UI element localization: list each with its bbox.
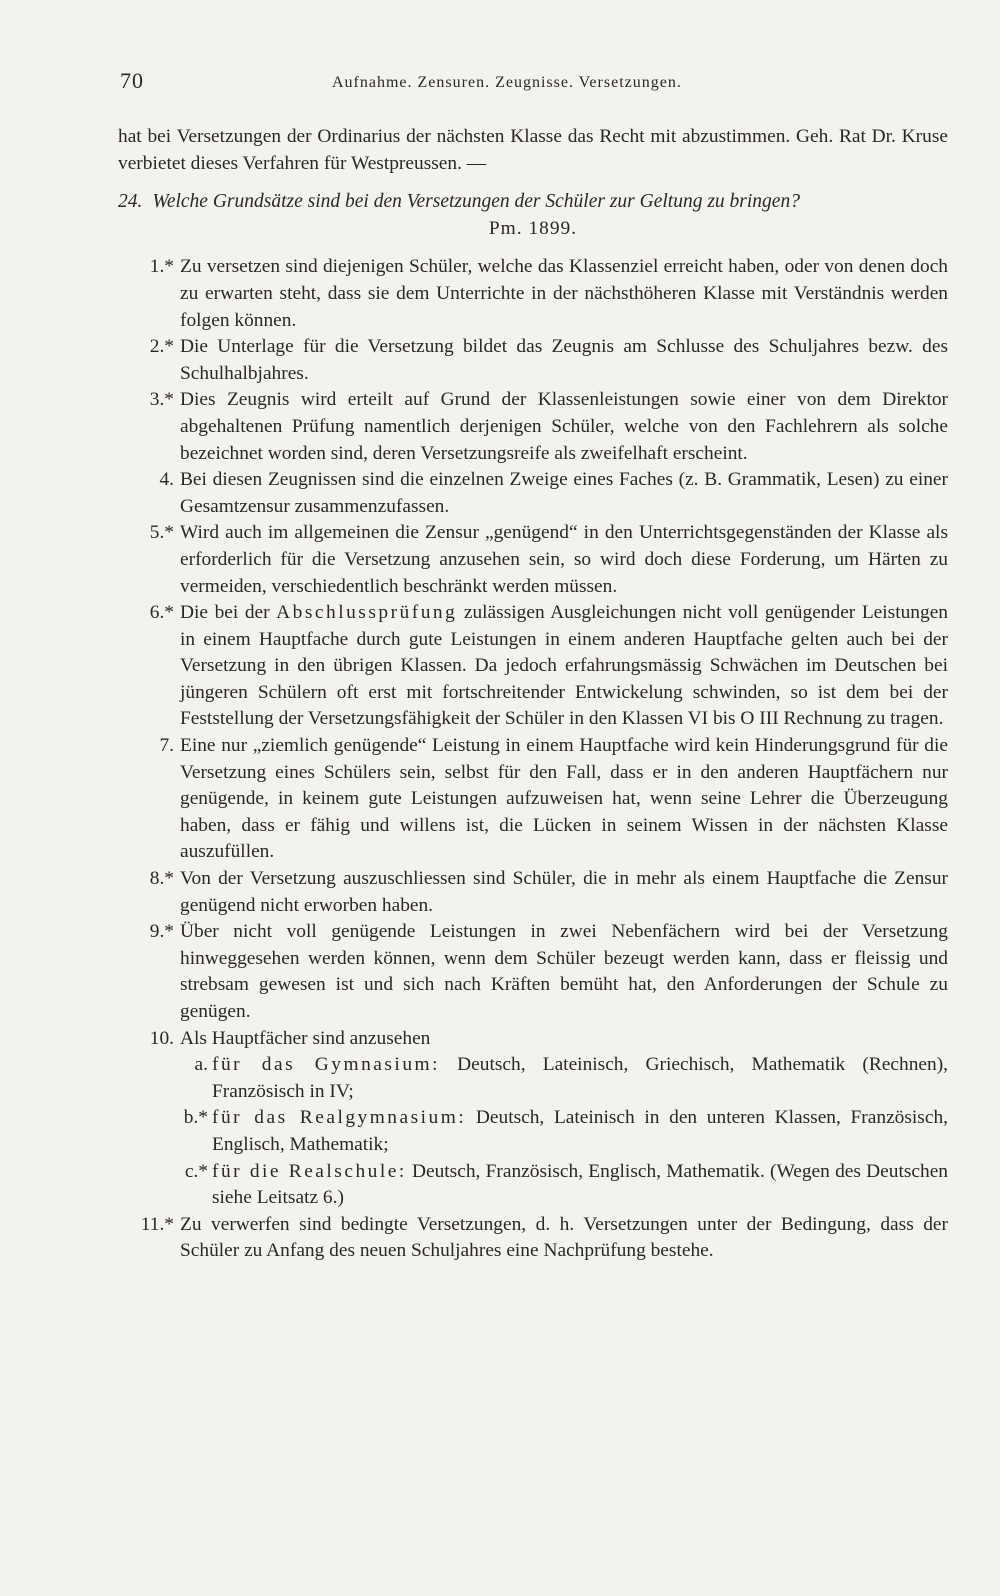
item-number: 6.* [149,602,174,624]
item-number: 9.* [149,921,174,943]
item-number: 2.* [149,336,174,358]
item-number: 4. [159,469,174,491]
list-item-main-subjects [118,1026,948,1212]
school-type: für die Realschule: [212,1160,407,1182]
running-head: Aufnahme. Zensuren. Zeugnisse. Versetzungen. [332,74,682,91]
sub-item-letter: b.* [183,1107,208,1129]
sub-item [180,1105,948,1158]
list-item [118,733,948,866]
item-number: 7. [159,735,174,757]
page-number: 70 [120,68,144,93]
item-number: 10. [149,1027,174,1049]
document-page [118,60,948,1265]
item-text: Zu versetzen sind diejenigen Schüler, welche das Klassenziel erreicht haben, oder von denen doch zu erwarten steht, dass sie dem Unterrichte in der nächsthöheren Klasse mit Verständnis werden folgen können. [180,256,948,331]
sub-item-letter: a. [194,1054,208,1076]
list-item [118,919,948,1025]
item-number: 5.* [149,522,174,544]
list-item [118,600,948,733]
sublist [180,1052,948,1212]
sub-item-text: Deutsch, Lateinisch in den unteren Klassen, Französisch, Englisch, Mathematik; [212,1107,948,1155]
page-body [118,124,948,1265]
sub-item-text: Deutsch, Französisch, Englisch, Mathematik. (Wegen des Deutschen siehe Leitsatz 6.) [212,1160,949,1209]
list-item [118,1212,948,1265]
question-title: Welche Grundsätze sind bei den Versetzungen der Schüler zur Geltung zu bringen? [152,191,800,213]
item-number: 3.* [149,389,174,411]
sub-item-text: Deutsch, Lateinisch, Griechisch, Mathematik (Rechnen), Französisch in IV; [212,1054,949,1102]
item-text: Die Unterlage für die Versetzung bildet das Zeugnis am Schlusse des Schuljahres bezw. des Schulhalbjahres. [180,336,948,384]
item-number: 8.* [149,868,174,890]
guideline-list [118,254,948,1265]
item-text: Zu verwerfen sind bedingte Versetzungen, d. h. Versetzungen unter der Bedingung, dass der Schüler zu Anfang des neuen Schuljahres eine Nachprüfung bestehe. [180,1213,948,1262]
item-number: 1.* [149,256,174,278]
intro-paragraph: hat bei Versetzungen der Ordinarius der nächsten Klasse das Recht mit abzustimmen. Geh. Rat Dr. Kruse verbietet dieses Verfahren für Westpreussen. — [118,126,948,174]
item-text: zulässigen Ausgleichungen nicht voll genügender Leistungen in einem Hauptfache durch gute Leistungen in einem anderen Hauptfache gelten auch bei der Versetzung in den übrigen Klassen. Da jedoch erfahrungsmässig Schwächen im Deutschen bei jüngeren Schülern oft erst mit fortschreitender Entwickelung schwinden, so ist dem bei der Feststellung der Versetzungsfähigkeit der Schüler in den Klassen VI bis O III Rechnung zu tragen. [180,602,948,730]
school-type: für das Gymnasium: [212,1054,440,1076]
list-item [118,520,948,600]
list-item [118,387,948,467]
item-text: Eine nur „ziemlich genügende“ Leistung in einem Hauptfache wird kein Hinderungsgrund für die Versetzung eines Schülers sein, selbst für den Fall, dass er in den anderen Hauptfächern nur genügende, in keinem gute Leistungen aufzuweisen hat, wenn seine Lehrer die Überzeugung haben, dass er fähig und willens ist, die Lücken in seinem Wissen in der nächsten Klasse auszufüllen. [180,735,948,863]
sub-item [180,1052,948,1105]
school-type: für das Realgymnasium: [212,1107,467,1129]
list-item [118,866,948,919]
list-item [118,334,948,387]
list-item [118,254,948,334]
item-text: Als Hauptfächer sind anzusehen [180,1027,431,1049]
page-header [118,60,948,96]
item-text: Über nicht voll genügende Leistungen in zwei Nebenfächern wird bei der Versetzung hinweggesehen werden können, wenn dem Schüler bezeugt werden kann, dass er fleissig und strebsam gewesen ist und sich nach Kräften bemüht hat, den Anforderungen der Schule zu genügen. [180,921,948,1022]
sub-item-letter: c.* [184,1160,208,1182]
question-source: Pm. 1899. [488,217,578,239]
item-text: Von der Versetzung auszuschliessen sind Schüler, die in mehr als einem Hauptfache die Zensur genügend nicht erworben haben. [180,868,948,916]
sub-item [180,1159,948,1212]
list-item [118,467,948,520]
item-text: Wird auch im allgemeinen die Zensur „genügend“ in den Unterrichtsgegenständen der Klasse als erforderlich für die Versetzung anzusehen sein, so wird doch diese Forderung, um Härten zu vermeiden, verschiedentlich beschränkt werden müssen. [180,522,948,597]
item-text: Die bei der [180,602,277,624]
item-number: 11.* [140,1213,174,1235]
item-text: Dies Zeugnis wird erteilt auf Grund der Klassenleistungen sowie einer von dem Direktor abgehaltenen Prüfung namentlich derjenigen Schüler, welche von den Fachlehrern als solche bezeichnet worden sind, deren Versetzungsreife als zweifelhaft erscheint. [180,389,948,464]
question-heading [118,189,948,216]
question-number: 24. [118,191,143,213]
item-emphasis: Abschlussprüfung [276,602,458,624]
item-text: Bei diesen Zeugnissen sind die einzelnen Zweige eines Faches (z. B. Grammatik, Lesen) zu einer Gesamtzensur zusammenzufassen. [180,469,948,517]
